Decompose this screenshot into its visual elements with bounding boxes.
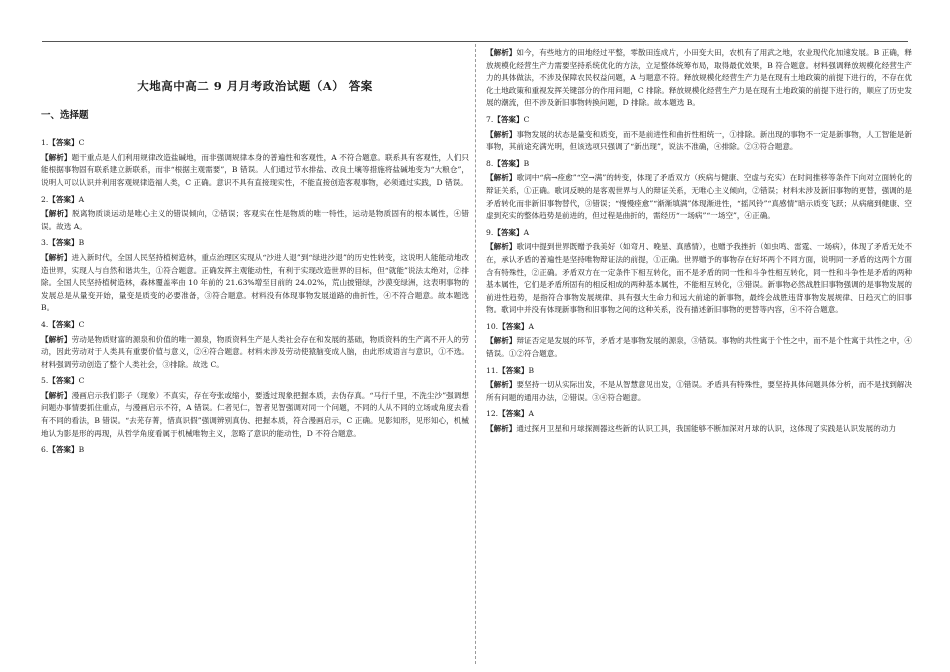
analysis-label: 【解析】	[41, 334, 72, 344]
analysis-body: 进入新时代，全国人民坚持植树造林，重点治理区实现从“沙进人退”到“绿进沙退”的历史性转变，这说明人能能动地改造世界，实现人与自然和谐共生，①符合题意。正确发挥主观能动性，有利于实现改造世界的目标，但“就能”说法太绝对，②排除。全国人民坚持植树造林，森林覆盖率由 10 年前的 21.63%增至目前的 24.02%，荒山披错绿，沙漠变绿洲，这表明事物的发展总是从量变开始，量变是质变的必要准备，③符合题意。材料没有体现事物发展道路的曲折性，④不符合题意。故本题选 B。	[41, 252, 469, 313]
answer-value: A	[528, 409, 534, 419]
page-title: 大地高中高二 9 月月考政治试题（A） 答案	[137, 79, 373, 93]
analysis-text	[41, 152, 469, 190]
question-number: 10.	[486, 321, 499, 331]
answer-line	[486, 227, 912, 240]
answer-value: A	[528, 321, 534, 331]
answer-value: C	[78, 138, 85, 148]
analysis-text	[41, 390, 469, 440]
right-question-list	[486, 47, 912, 436]
answer-line	[41, 137, 469, 150]
answer-value: B	[523, 158, 530, 168]
answer-label: 【答案】	[493, 158, 524, 168]
question-number: 3.	[41, 238, 49, 248]
analysis-text	[486, 172, 912, 222]
analysis-label: 【解析】	[41, 152, 72, 162]
analysis-body: 要坚持一切从实际出发，不是从智慧意见出发，①错误。矛盾具有特殊性，要坚持具体问题具体分析，而不是找到解决所有问题的通用办法，②错误。③④符合题意。	[486, 380, 912, 402]
analysis-label: 【解析】	[41, 209, 73, 219]
answer-label: 【答案】	[48, 138, 79, 148]
analysis-label: 【解析】	[486, 129, 517, 139]
answer-value: C	[523, 114, 530, 124]
answer-value: B	[78, 238, 85, 248]
analysis-label: 【解析】	[486, 380, 517, 390]
analysis-body: 歌词中“病→痊愈”“空→满”的转变，体现了矛盾双方（疾病与健康、空虚与充实）在时间推移等条件下向对立面转化的辩证关系，①正确。歌词反映的是客观世界与人的辩证关系，无唯心主义倾向，②错误；材料未涉及新旧事物的更替，强调的是矛盾转化而非新旧事物替代，③错误；“慢慢痊愈”“渐渐填满”体现渐进性，“摇风铃”“真感情”暗示质变飞跃；从病痛到健康、空虚到充实的整体趋势是前进的，但过程是曲折的，需经历“一场病”“一场空”，④正确。	[486, 173, 912, 221]
question-item	[41, 237, 469, 315]
section-heading: 一、选择题	[41, 109, 89, 121]
analysis-label: 【解析】	[41, 252, 72, 262]
question-item	[486, 114, 912, 154]
question-number: 1.	[41, 138, 49, 148]
analysis-text	[486, 423, 912, 436]
answer-label: 【答案】	[48, 445, 79, 455]
analysis-label: 【解析】	[486, 336, 517, 346]
analysis-text	[486, 379, 912, 404]
answer-label: 【答案】	[48, 238, 79, 248]
analysis-text	[486, 335, 912, 360]
answer-value: A	[78, 194, 85, 204]
header-rule	[42, 41, 908, 42]
answer-value: B	[78, 445, 85, 455]
answer-label: 【答案】	[498, 409, 529, 419]
analysis-text	[41, 208, 469, 233]
question-number: 6.	[41, 445, 49, 455]
answer-value: C	[78, 319, 85, 329]
analysis-label: 【解析】	[486, 173, 517, 183]
answer-label: 【答案】	[498, 365, 529, 375]
question-number: 4.	[41, 319, 49, 329]
answer-line	[41, 319, 469, 332]
analysis-text	[486, 47, 912, 110]
answer-line	[486, 365, 912, 378]
analysis-body: 辩证否定是发展的环节，矛盾才是事物发展的源泉，③错误。事物的共性寓于个性之中，而不是个性寓于共性之中，④错误。①②符合题意。	[486, 336, 912, 359]
analysis-label: 【解析】	[486, 48, 517, 57]
question-number: 11.	[486, 365, 499, 375]
column-divider	[475, 44, 476, 664]
analysis-label: 【解析】	[486, 424, 517, 434]
answer-label: 【答案】	[493, 227, 524, 237]
answer-line	[41, 375, 469, 388]
answer-line	[41, 444, 469, 457]
question-item	[486, 321, 912, 361]
question-item	[486, 408, 912, 435]
answer-line	[486, 158, 912, 171]
question-item	[486, 158, 912, 223]
question-item	[486, 365, 912, 405]
answer-label: 【答案】	[48, 376, 79, 386]
answer-value: C	[78, 376, 85, 386]
analysis-body: 歌词中提到世界既赠予我美好（如弯月、晚星、真感情），也赠予我挫折（如虫鸣、雷霆、一场病），体现了矛盾无处不在，承认矛盾的普遍性是坚持唯物辩证法的前提，①正确。世界赠予的事物存在好坏两个不同方面，说明同一矛盾的这两个方面含有特殊性，②正确。矛盾双方在一定条件下相互转化，而不是矛盾的同一性和斗争性相互转化，同一性和斗争性是矛盾的两种基本属性，它们是矛盾所固有的相反相成的两种基本属性，不能相互转化，③错误。新事物必然战胜旧事物强调的是事物发展的前进性趋势，是指符合事物发展规律、具有强大生命力和远大前途的新事物，最终会战胜违背事物发展规律、日趋灭亡的旧事物。歌词中并没有体现新事物和旧事物之间的这种关系，没有描述新旧事物的更替等内容，④不符合题意。	[486, 242, 912, 315]
analysis-body: 如今，有些地方的田地经过平整，零散田连成片，小田变大田，农机有了用武之地，农业现代化加速发展。B 正确，释放规模化经营生产力需要坚持系统优化的方法，立足整体统筹布局，取得最优效果，B 符合题意。材料强调释放规模化经营生产力的具体做法，不涉及保障农民权益问题，A 与题意不符。释放规模化经营生产力是在现有土地政策的前提下进行的，不存在优化土地政策和重视发挥关键部分的作用问题，C 排除。释放规模化经营生产力是在现有土地政策的前提下进行的，顺应了历史发展的潮流，但不涉及新旧事物转换问题，D 排除。故本题选 B。	[486, 48, 912, 108]
analysis-body: 漫画启示我们影子（现象）不真实，存在夸张或缩小，要透过现象把握本质，去伪存真。“马行千里，不洗尘沙”强调想问题办事情要抓住重点，与漫画启示不符，A 错误。仁者见仁，智者见智强调对同一个问题，不同的人从不同的立场或角度去看有不同的看法，B 错误。“去芜存菁，惜真识假”强调辨别真伪、把握本质，符合漫画启示，C 正确。见影知形，见形知心，机械地认为影是形的再现，从哲学角度看属于机械唯物主义，忽略了意识的能动性，D 不符合题意。	[41, 390, 469, 438]
analysis-text	[41, 334, 469, 372]
analysis-text	[41, 252, 469, 315]
question-number: 8.	[486, 158, 494, 168]
question-number: 2.	[41, 194, 49, 204]
question-item	[41, 194, 469, 234]
analysis-body: 事物发展的状态是量变和质变，而不是前进性和曲折性相统一，①排除。新出现的事物不一定是新事物，人工智能是新事物，其前途充满光明，但该选项只强调了“新出现”，说法不准确，④排除。②③符合题意。	[486, 129, 912, 152]
question-item	[41, 375, 469, 440]
left-column	[41, 47, 469, 667]
analysis-body: 通过探月卫星和月球探测器这些新的认识工具，我国能够不断加深对月球的认识，这体现了实践是认识发展的动力	[516, 424, 897, 434]
analysis-body: 劳动是物质财富的源泉和价值的唯一源泉，物质资料生产是人类社会存在和发展的基础，物质资料的生产离不开人的劳动，因此劳动对于人类具有重要价值与意义，②④符合题意。材料未涉及劳动使猿脑变成人脑，由此形成语言与意识，①不选。材料强调劳动创造了整个人类社会，③排除。故选 C。	[41, 334, 469, 369]
answer-label: 【答案】	[48, 319, 79, 329]
analysis-text	[486, 129, 912, 154]
answer-line	[486, 114, 912, 127]
question-item	[41, 137, 469, 189]
answer-label: 【答案】	[493, 114, 524, 124]
question-number: 5.	[41, 376, 49, 386]
answer-value: A	[523, 227, 530, 237]
question-number: 7.	[486, 114, 494, 124]
answer-line	[486, 321, 912, 334]
analysis-body: 脱离物质谈运动是唯心主义的错误倾向，②错误；客观实在性是物质的唯一特性，运动是物质固有的根本属性，④错误。故选 A。	[41, 209, 469, 231]
question-item	[41, 319, 469, 371]
question-item	[486, 227, 912, 317]
analysis-text	[486, 241, 912, 317]
answer-label: 【答案】	[498, 321, 529, 331]
right-column	[486, 47, 912, 669]
question-number: 9.	[486, 227, 494, 237]
question-number: 12.	[486, 409, 499, 419]
answer-label: 【答案】	[48, 194, 79, 204]
question-item	[486, 47, 912, 110]
answer-line	[486, 408, 912, 421]
analysis-label: 【解析】	[486, 242, 517, 252]
answer-line	[41, 194, 469, 207]
answer-line	[41, 237, 469, 250]
analysis-label: 【解析】	[41, 390, 72, 400]
left-question-list	[41, 137, 469, 457]
answer-value: B	[528, 365, 535, 375]
question-item	[41, 444, 469, 457]
analysis-body: 题干重点是人们利用规律改造盐碱地，而非强调规律本身的普遍性和客观性，A 不符合题意。联系具有客观性，人们只能根据事物固有联系建立新联系，而非“根据主观需要”，B 错误。人们通过节水排盐、改良土壤等措施将盐碱地变为“大粮仓”，说明人可以认识并利用客观规律造福人类，C 正确。意识不具有直接现实性，不能直接创造客观事物，必须通过实践，D 错误。	[41, 152, 469, 187]
